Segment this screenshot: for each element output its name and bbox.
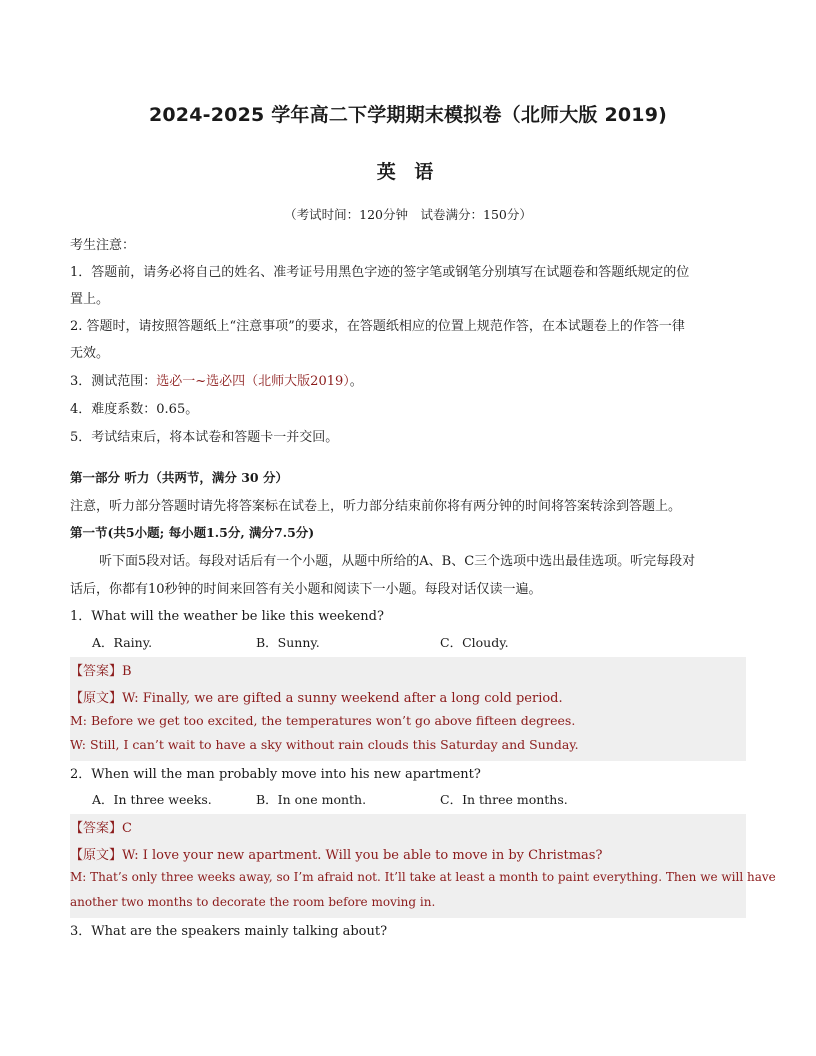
question-1-transcript-line-3: W: Still, I can’t wait to have a sky without rain clouds this Saturday and Sunday. [70,737,579,752]
notice-item-3 [70,370,363,389]
answer-label: 【答案】 [70,821,123,836]
transcript-text: W: Finally, we are gifted a sunny weekend after a long cold period. [122,691,563,706]
question-2-option-c: C．In three months. [440,792,568,807]
answer-label: 【答案】 [70,664,123,679]
notice-item-4: 4．难度系数：0.65。 [70,402,199,417]
transcript-text: W: I love your new apartment. Will you be able to move in by Christmas? [122,848,603,863]
source-label: 【原文】 [70,848,123,863]
question-2-transcript-line-3: another two months to decorate the room before moving in. [70,895,436,909]
notice-item-3-prefix: 3．测试范围： [70,374,157,389]
source-label: 【原文】 [70,691,123,706]
question-1-transcript-line-2: M: Before we get too excited, the temperatures won’t go above fifteen degrees. [70,713,576,728]
instructions-line-1: 听下面5段对话。每段对话后有一个小题，从题中所给的A、B、C三个选项中选出最佳选项。听完每段对 [99,554,696,569]
section1-heading: 第一节(共5小题; 每小题1.5分, 满分7.5分) [70,525,315,540]
part1-note: 注意，听力部分答题时请先将答案标在试卷上，听力部分结束前你将有两分钟的时间将答案转涂到答题上。 [70,499,682,514]
test-scope: 选必一~选必四（北师大版2019） [156,374,350,389]
notice-item-2-line-2: 无效。 [70,346,110,361]
notice-item-5: 5．考试结束后，将本试卷和答题卡一并交回。 [70,430,339,445]
question-2-answer [70,817,132,836]
notice-item-3-suffix: 。 [349,374,363,389]
question-1-answer [70,660,132,679]
subject-title: 英 语 [376,161,440,183]
notice-item-1-line-2: 置上。 [70,292,110,307]
answer-value: B [122,664,132,679]
instructions-line-2: 话后，你都有10秒钟的时间来回答有关小题和阅读下一小题。每段对话仅读一遍。 [70,582,542,597]
question-2-option-a: A．In three weeks. [92,792,212,807]
exam-title: 2024-2025 学年高二下学期期末模拟卷（北师大版 2019) [148,104,668,126]
question-2-transcript-line-1 [70,844,602,863]
part1-heading: 第一部分 听力（共两节，满分 30 分） [70,470,288,485]
question-1-option-a: A．Rainy. [92,635,153,650]
question-3-stem: 3．What are the speakers mainly talking about? [70,924,388,939]
question-1-option-b: B．Sunny. [256,635,320,650]
notice-item-1-line-1: 1．答题前，请务必将自己的姓名、准考证号用黑色字迹的签字笔或钢笔分别填写在试题卷和答题纸规定的位 [70,265,690,280]
question-2-option-b: B．In one month. [256,792,367,807]
question-2-stem: 2．When will the man probably move into his new apartment? [70,767,481,782]
question-1-transcript-line-1 [70,687,563,706]
exam-info: （考试时间：120分钟 试卷满分：150分） [284,207,532,222]
question-1-stem: 1．What will the weather be like this weekend? [70,609,384,624]
notice-heading: 考生注意： [70,238,136,253]
notice-item-2-line-1: 2. 答题时，请按照答题纸上“注意事项”的要求，在答题纸相应的位置上规范作答，在本试题卷上的作答一律 [70,319,685,334]
question-2-transcript-line-2: M: That’s only three weeks away, so I’m afraid not. It’ll take at least a month to paint everything. Then we will have [70,870,776,884]
answer-value: C [122,821,132,836]
question-1-option-c: C．Cloudy. [440,635,509,650]
